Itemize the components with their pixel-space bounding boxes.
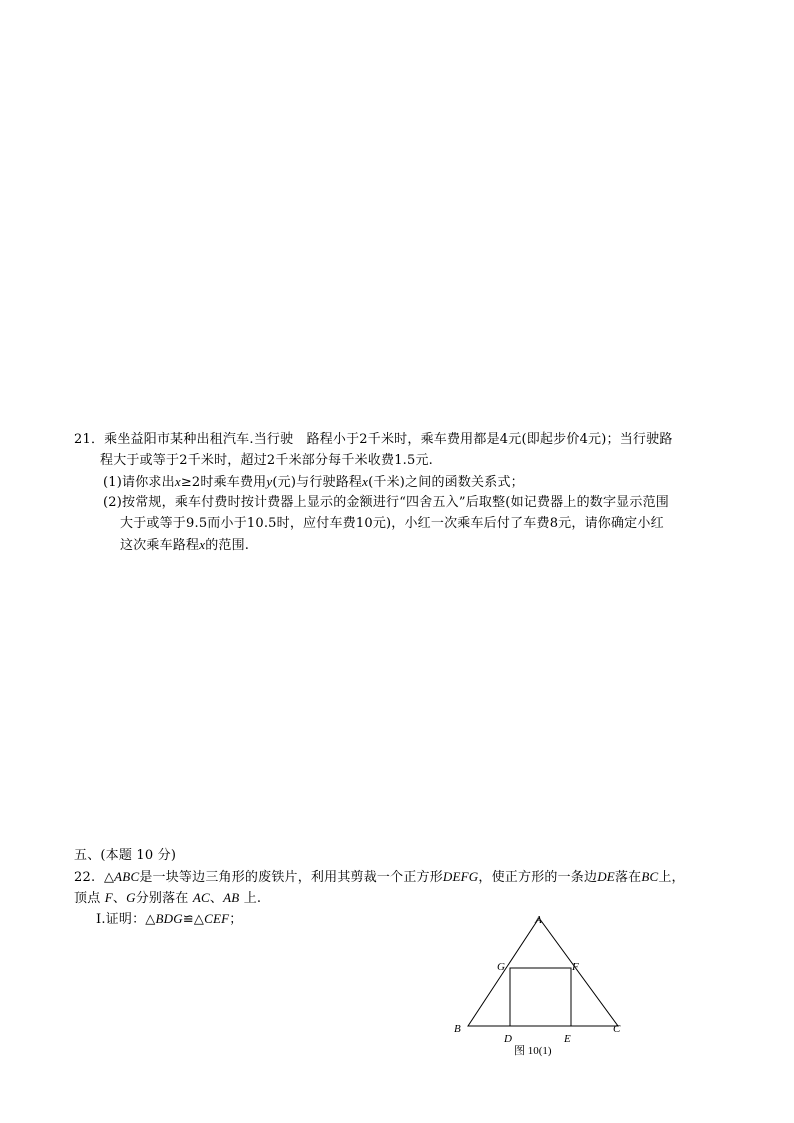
q22-line-1: 22. △ABC是一块等边三角形的废铁片，利用其剪裁一个正方形DEFG，使正方形的一条边DE落在BC上，	[74, 869, 685, 885]
triangle-square-figure	[450, 908, 630, 1063]
q21-number: 21．	[74, 432, 105, 447]
triangle-abc	[468, 918, 618, 1026]
q21-part-2-line-1: (2)按常规，乘车付费时按计费器上显示的金额进行“四舍五入”后取整(如记费器上的数字显示范围	[103, 495, 669, 510]
label-b: B	[454, 1023, 461, 1035]
label-e: E	[564, 1033, 571, 1045]
q21-part-2-line-2: 大于或等于9.5而小于10.5时，应付车费10元)，小红一次乘车后付了车费8元，请你确定小红	[120, 516, 664, 531]
section-5-heading: 五、(本题 10 分)	[74, 848, 177, 863]
label-a: A	[535, 914, 542, 926]
label-c: C	[613, 1023, 621, 1035]
q22-line-2: 顶点 F、G分别落在 AC、AB 上.	[74, 890, 262, 906]
q21-line-1: 21．乘坐益阳市某种出租汽车.当行驶 路程小于2千米时，乘车费用都是4元(即起步价4元)；当行驶路	[74, 432, 673, 447]
q22-part-1: Ⅰ.证明：△BDG≌△CEF；	[96, 911, 243, 927]
q21-line-2: 程大于或等于2千米时，超过2千米部分每千米收费1.5元.	[100, 453, 434, 468]
q21-part-1: (1)请你求出x≥2时乘车费用y(元)与行驶路程x(千米)之间的函数关系式；	[103, 474, 524, 490]
figure-caption: 图 10(1)	[514, 1045, 552, 1057]
square-defg	[510, 968, 571, 1026]
q22-number: 22.	[74, 870, 96, 885]
label-d: D	[504, 1033, 512, 1045]
q21-part-2-line-3: 这次乘车路程x的范围.	[120, 537, 250, 553]
label-f: F	[572, 961, 579, 973]
label-g: G	[497, 961, 505, 973]
